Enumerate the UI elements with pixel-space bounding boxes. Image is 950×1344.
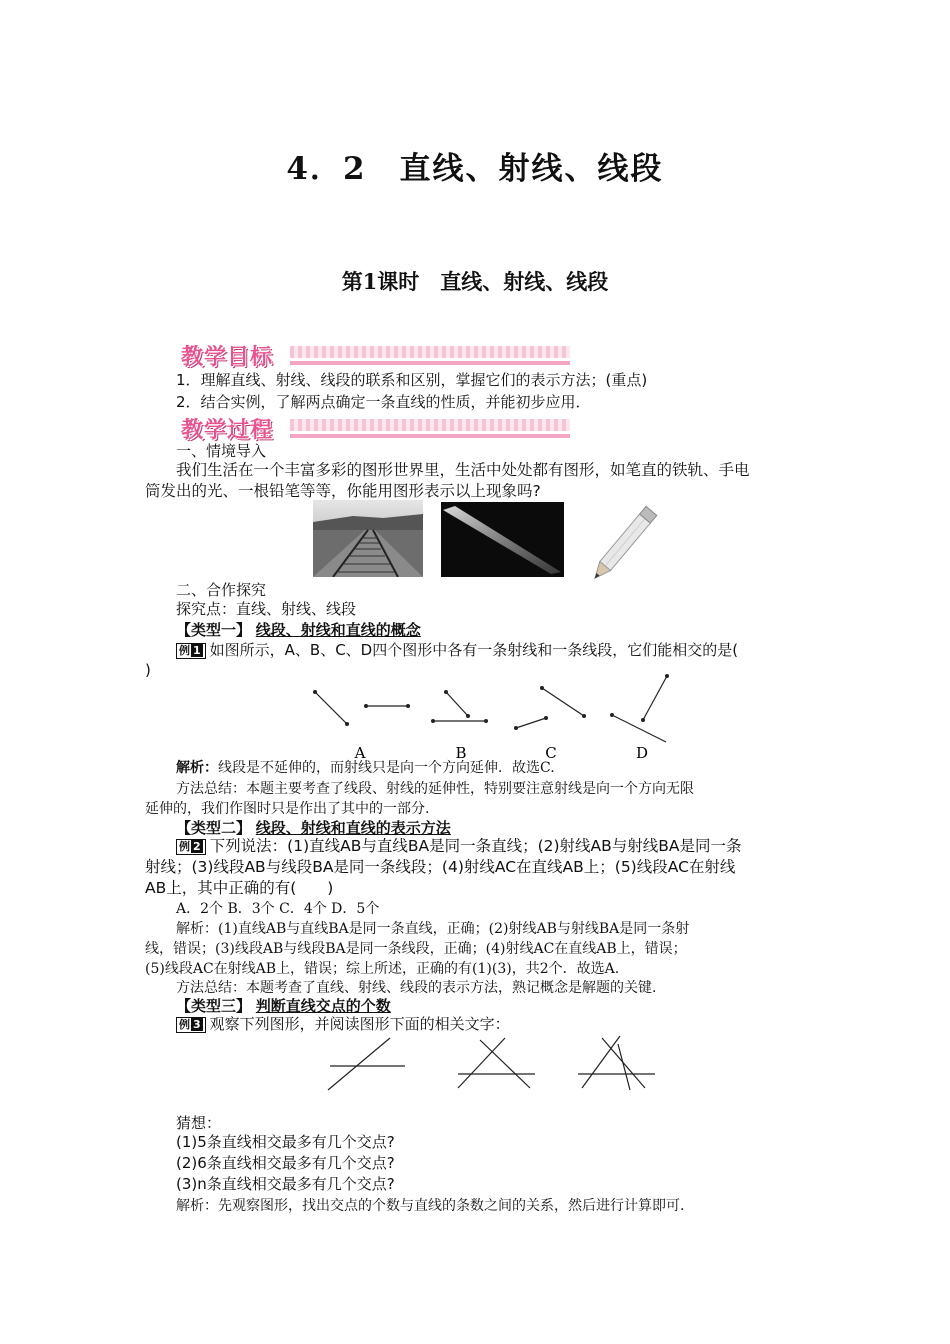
example3-q: 观察下列图形，并阅读图形下面的相关文字：: [209, 1015, 510, 1033]
topic-line: 探究点：直线、射线、线段: [176, 600, 357, 618]
example2-q-line-1: 下列说法：(1)直线AB与直线BA是同一条直线；(2)射线AB与射线BA是同一条: [209, 837, 742, 855]
page-title: 4．2 直线、射线、线段: [286, 151, 664, 187]
example1-method-line-2: 延伸的，我们作图时只是作出了其中的一部分.: [145, 801, 430, 817]
guess-2: (2)6条直线相交最多有几个交点?: [176, 1154, 395, 1172]
lesson-subtitle: 第1课时 直线、射线、线段: [341, 269, 609, 294]
example2-q-line-2: 射线；(3)线段AB与线段BA是同一条线段；(4)射线AC在直线AB上；(5)线段AC在射线: [145, 858, 736, 876]
process-banner-text: 教学过程: [181, 418, 274, 443]
example1-badge: 例 1: [176, 643, 206, 659]
type2-heading: [176, 818, 451, 838]
section2-heading: 二、合作探究: [176, 581, 267, 599]
type1-bracket: 【类型一】: [176, 621, 252, 639]
example3-badge: 例 3: [176, 1017, 206, 1033]
example1-figures: [300, 670, 680, 762]
fig-c-ray: [542, 688, 584, 716]
intro-line-1: 我们生活在一个丰富多彩的图形世界里，生活中处处都有图形，如笔直的铁轨、手电: [176, 461, 750, 479]
railway-photo: [313, 500, 423, 577]
type1-name: 线段、射线和直线的概念: [255, 621, 421, 639]
example1-q-line-1: 如图所示，A、B、C、D四个图形中各有一条射线和一条线段，它们能相交的是(: [209, 641, 739, 659]
flashlight-beam-photo: [441, 502, 564, 577]
fig-label-d: D: [635, 744, 649, 762]
example1-question: [176, 640, 738, 660]
fig-d-ray: [643, 676, 667, 720]
goals-banner: [175, 340, 570, 372]
example2-method: 方法总结：本题考查了直线、射线、线段的表示方法，熟记概念是解题的关键.: [176, 980, 657, 996]
fig-a-ray: [315, 692, 347, 724]
example2-q-line-3: AB上，其中正确的有( ): [145, 879, 334, 897]
fig-c-segment: [516, 718, 546, 728]
section1-heading: 一、情境导入: [176, 442, 267, 460]
type1-heading: [176, 620, 421, 640]
goals-banner-text: 教学目标: [181, 345, 274, 370]
example1-method-line-1: 方法总结：本题主要考查了线段、射线的延伸性，特别要注意射线是向一个方向无限: [176, 781, 694, 797]
fig-label-c: C: [545, 744, 557, 762]
example1-q-line-2: ): [145, 661, 151, 679]
intro-line-2: 筒发出的光、一根铅笔等等，你能用图形表示以上现象吗?: [145, 482, 541, 500]
type3-name: 判断直线交点的个数: [255, 997, 391, 1015]
goal-1: 1．理解直线、射线、线段的联系和区别，掌握它们的表示方法；(重点): [176, 371, 648, 389]
example2-options: A．2个 B．3个 C．4个 D．5个: [176, 901, 380, 917]
guess-3: (3)n条直线相交最多有几个交点?: [176, 1175, 395, 1193]
goal-2: 2．结合实例，了解两点确定一条直线的性质，并能初步应用．: [176, 393, 591, 411]
example2-analysis-line-2: 线，错误；(3)线段AB与线段BA是同一条线段，正确；(4)射线AC在直线AB上，错误；: [145, 941, 687, 957]
example2-analysis-line-3: (5)线段AC在射线AB上，错误；综上所述，正确的有(1)(3)，共2个．故选A.: [145, 961, 620, 977]
example3-figures: [320, 1030, 665, 1095]
example2-question: [176, 836, 742, 857]
type2-bracket: 【类型二】: [176, 819, 252, 837]
example3-analysis: 解析：先观察图形，找出交点的个数与直线的条数之间的关系，然后进行计算即可.: [176, 1198, 685, 1214]
type3-bracket: 【类型三】: [176, 997, 252, 1015]
fig-b-ray: [446, 692, 468, 716]
example2-badge: 例 2: [176, 839, 206, 855]
fig-label-b: B: [455, 744, 467, 762]
example2-analysis-line-1: 解析：(1)直线AB与直线BA是同一条直线，正确；(2)射线AB与射线BA是同一条射: [176, 921, 690, 937]
example1-analysis: 解析：线段是不延伸的，而射线只是向一个方向延伸．故选C.: [176, 760, 555, 776]
fig-label-a: A: [354, 744, 366, 762]
guess-heading: 猜想：: [176, 1114, 222, 1132]
type3-heading: [176, 996, 391, 1016]
guess-1: (1)5条直线相交最多有几个交点?: [176, 1133, 395, 1151]
pencil-image: [585, 500, 670, 580]
type2-name: 线段、射线和直线的表示方法: [255, 819, 451, 837]
fig-d-segment: [612, 715, 666, 742]
